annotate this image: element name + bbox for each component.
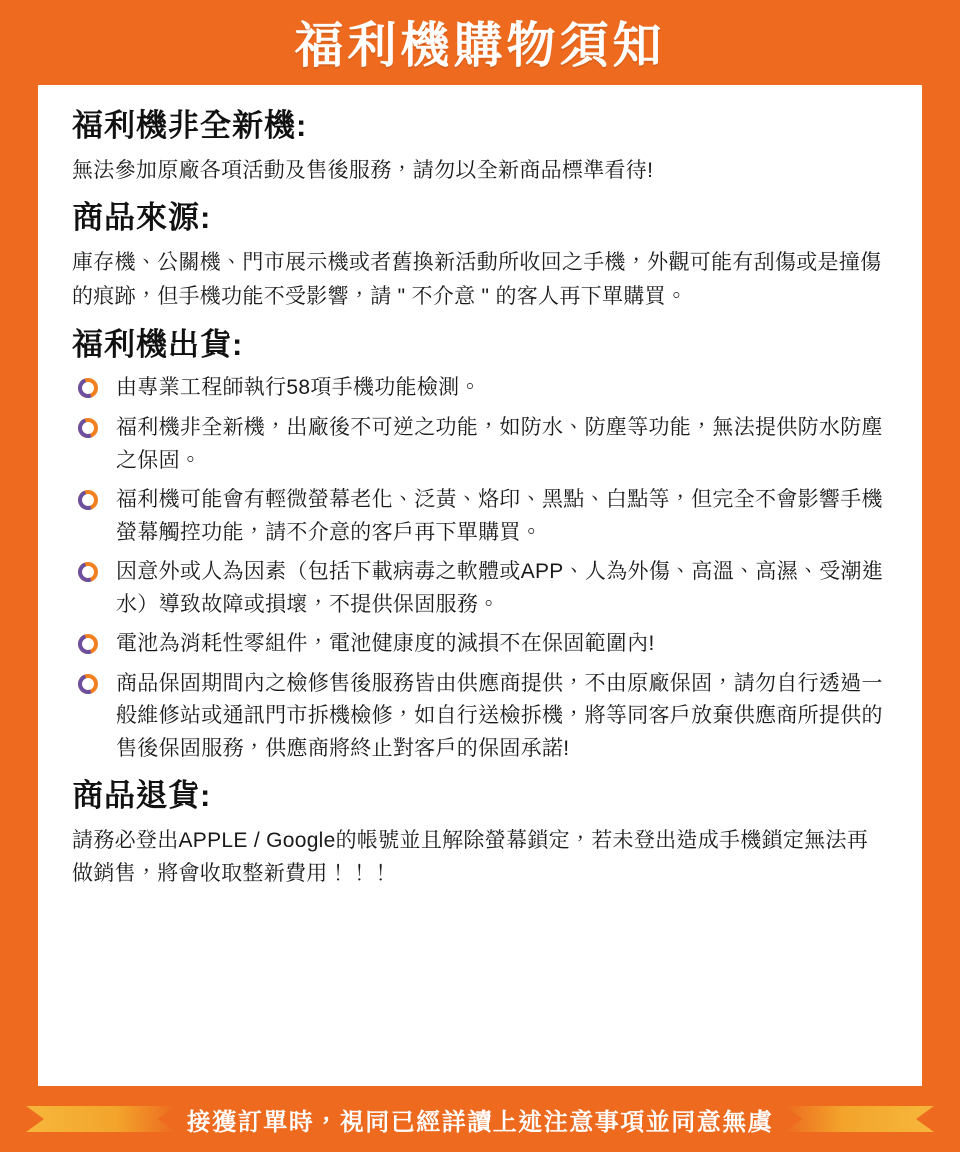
list-item: [72, 556, 888, 621]
list-item-text: 由專業工程師執行58項手機功能檢測。: [116, 376, 481, 400]
list-item-text: 福利機非全新機，出廠後不可逆之功能，如防水、防塵等功能，無法提供防水防塵之保固。: [116, 416, 883, 472]
section-heading: 福利機非全新機:: [72, 108, 308, 143]
list-item-text: 福利機可能會有輕微螢幕老化、泛黃、烙印、黑點、白點等，但完全不會影響手機螢幕觸控功能，請不介意的客戶再下單購買。: [116, 488, 883, 544]
list-item-text: 因意外或人為因素（包括下載病毒之軟體或APP、人為外傷、高溫、高濕、受潮進水）導致故障或損壞，不提供保固服務。: [116, 560, 884, 616]
section-not-brand-new: [72, 107, 888, 187]
section-heading: 商品退貨:: [72, 778, 212, 814]
ribbon-right-icon: [784, 1106, 934, 1132]
content-card: [38, 85, 922, 1095]
footer-inner: [0, 1086, 960, 1152]
section-returns: [72, 777, 888, 890]
ring-bullet-icon: [78, 634, 98, 654]
ring-bullet-icon: [78, 674, 98, 694]
ring-bullet-icon: [78, 562, 98, 582]
list-item: [72, 628, 888, 661]
section-paragraph: 請務必登出APPLE / Google的帳號並且解除螢幕鎖定，若未登出造成手機鎖定無法再做銷售，將會收取整新費用！！！: [72, 829, 869, 886]
list-item: [72, 372, 888, 405]
ribbon-left-icon: [26, 1106, 176, 1132]
section-paragraph: 無法參加原廠各項活動及售後服務，請勿以全新商品標準看待!: [72, 158, 654, 182]
footer-text: 接獲訂單時，視同已經詳讀上述注意事項並同意無虞: [186, 1108, 774, 1136]
section-heading: 福利機出貨:: [72, 326, 244, 362]
section-shipping: [72, 326, 888, 766]
list-item-text: 商品保固期間內之檢修售後服務皆由供應商提供，不由原廠保固，請勿自行透過一般維修站或通訊門市拆機檢修，如自行送檢拆機，將等同客戶放棄供應商所提供的售後保固服務，供應商將終止對客戶的保固承諾!: [116, 671, 883, 760]
list-item: [72, 412, 888, 477]
section-paragraph: 庫存機、公關機、門市展示機或者舊換新活動所收回之手機，外觀可能有刮傷或是撞傷的痕跡，但手機功能不受影響，請 " 不介意 " 的客人再下單購買。: [72, 250, 882, 308]
section-product-source: [72, 199, 888, 314]
ring-bullet-icon: [78, 378, 98, 398]
list-item: [72, 668, 888, 766]
page-title: 福利機購物須知: [294, 19, 666, 73]
list-item-text: 電池為消耗性零組件，電池健康度的減損不在保固範圍內!: [116, 632, 655, 656]
ring-bullet-icon: [78, 418, 98, 438]
list-item: [72, 484, 888, 549]
section-heading: 商品來源:: [72, 199, 212, 235]
footer-bar: [0, 1086, 960, 1152]
shipping-bullet-list: [72, 372, 888, 765]
ring-bullet-icon: [78, 490, 98, 510]
